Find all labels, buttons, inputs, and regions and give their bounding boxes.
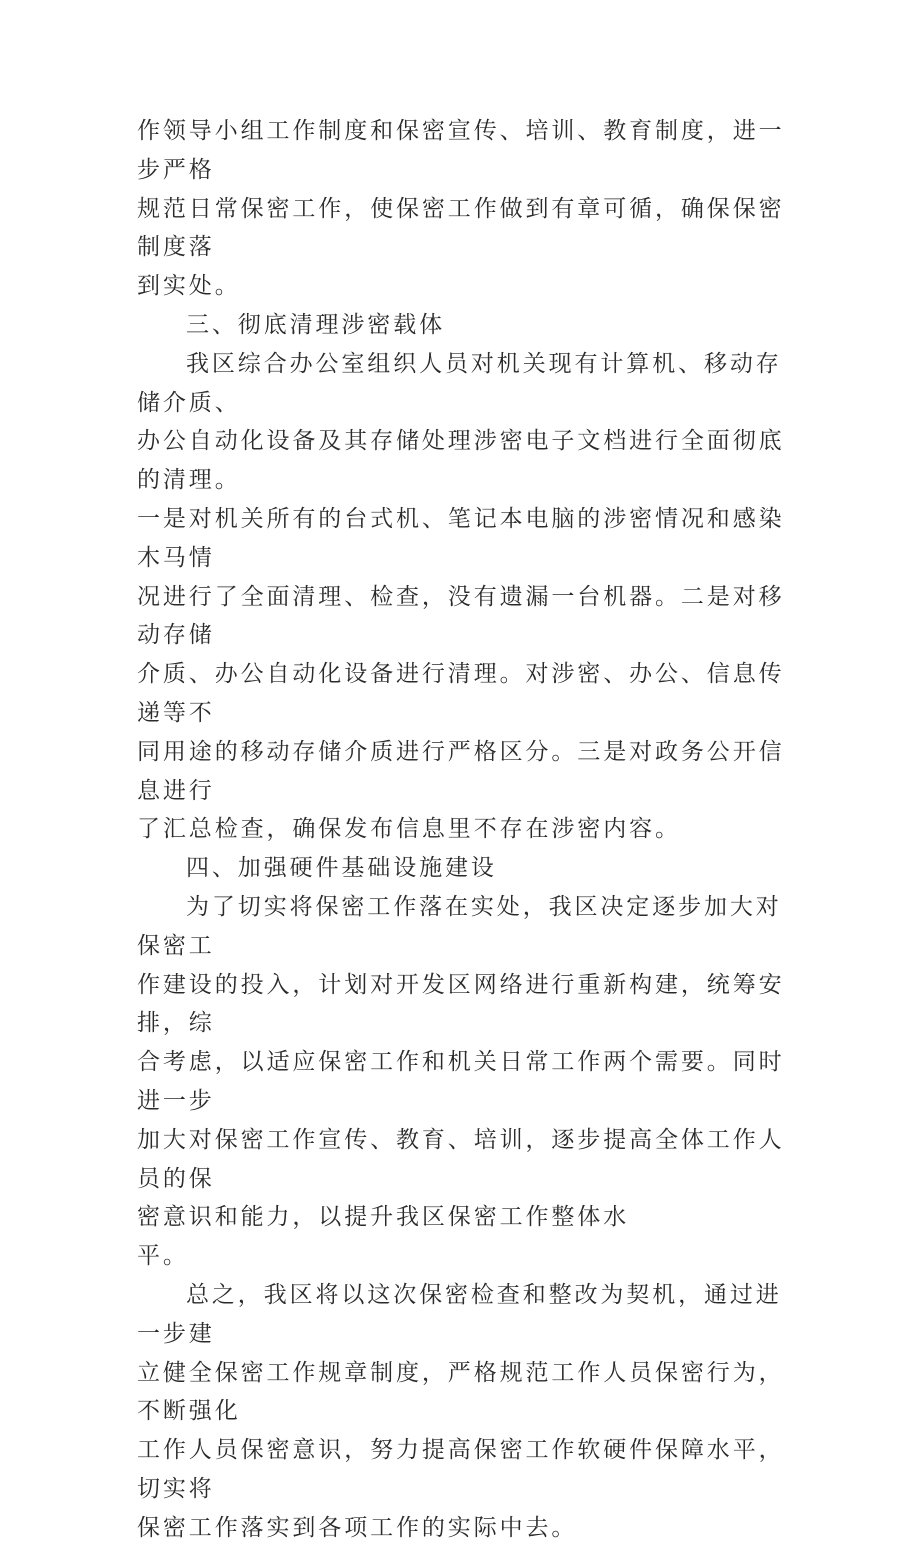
section-heading-4: 四、加强硬件基础设施建设 — [186, 855, 497, 882]
section-heading-3: 三、彻底清理涉密载体 — [186, 311, 445, 338]
paragraph-continuation: 作领导小组工作制度和保密宣传、培训、教育制度，进一步严格 规范日常保密工作，使保密工作做到有章可循，确保保密制度落 到实处。 — [137, 118, 785, 300]
paragraph-conclusion: 总之，我区将以这次保密检查和整改为契机，通过进一步建 立健全保密工作规章制度，严格规范工作人员保密行为，不断强化 工作人员保密意识，努力提高保密工作软硬件保障水平，切实将 保密工作落实到各项工作的实际中去。 — [137, 1281, 785, 1541]
document-body — [137, 112, 797, 1547]
paragraph-infrastructure: 为了切实将保密工作落在实处，我区决定逐步加大对保密工 作建设的投入，计划对开发区网络进行重新构建，统筹安排，综 合考虑，以适应保密工作和机关日常工作两个需要。同时进一步 加大对保密工作宣传、教育、培训，逐步提高全体工作人员的保 密意识和能力，以提升我区保密工作整体水 平。 — [137, 893, 785, 1270]
paragraph-carrier-cleanup: 我区综合办公室组织人员对机关现有计算机、移动存储介质、 办公自动化设备及其存储处理涉密电子文档进行全面彻底的清理。 一是对机关所有的台式机、笔记本电脑的涉密情况和感染木马情 况进行了全面清理、检查，没有遗漏一台机器。二是对移动存储 介质、办公自动化设备进行清理。对涉密、办公、信息传递等不 同用途的移动存储介质进行严格区分。三是对政务公开信息进行 了汇总检查，确保发布信息里不存在涉密内容。 — [137, 350, 785, 843]
